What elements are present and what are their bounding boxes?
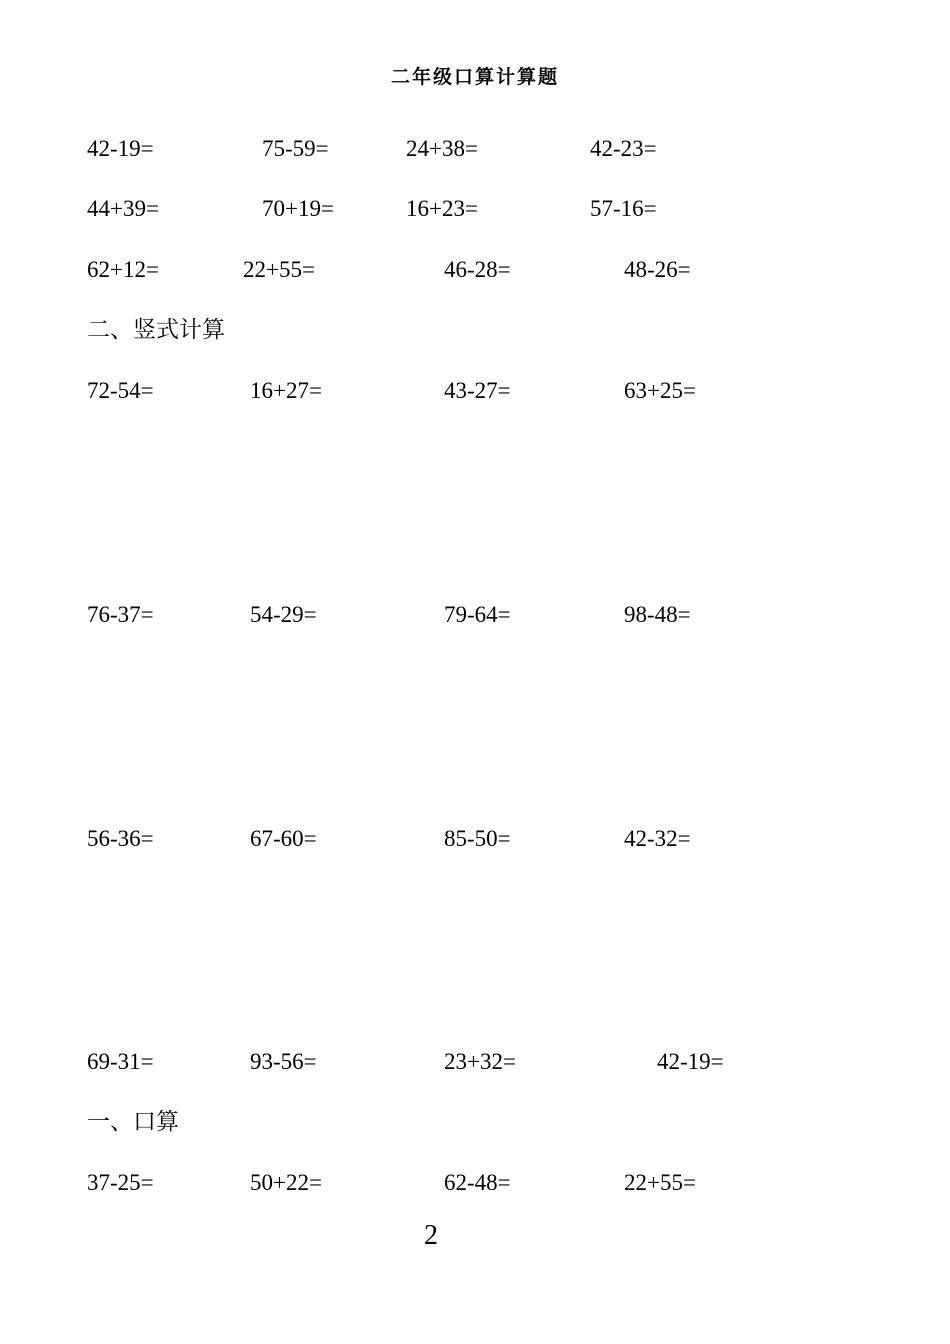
problem-item: 69-31= xyxy=(87,1049,154,1074)
problem-item: 22+55= xyxy=(243,257,315,282)
problem-item: 63+25= xyxy=(624,378,696,403)
problem-item: 42-19= xyxy=(87,136,154,161)
problem-item: 85-50= xyxy=(444,826,511,851)
problem-item: 54-29= xyxy=(250,602,317,627)
problem-item: 42-19= xyxy=(657,1049,724,1074)
problem-item: 75-59= xyxy=(262,136,329,161)
problem-item: 50+22= xyxy=(250,1170,322,1195)
problem-item: 42-23= xyxy=(590,136,657,161)
page-title: 二年级口算计算题 xyxy=(390,66,559,88)
problem-item: 16+23= xyxy=(406,196,478,221)
section-heading-oral: 一、口算 xyxy=(87,1109,179,1135)
problem-item: 67-60= xyxy=(250,826,317,851)
problem-item: 24+38= xyxy=(406,136,478,161)
problem-item: 48-26= xyxy=(624,257,691,282)
problem-item: 76-37= xyxy=(87,602,154,627)
problem-item: 46-28= xyxy=(444,257,511,282)
problem-item: 62+12= xyxy=(87,257,159,282)
problem-item: 70+19= xyxy=(262,196,334,221)
page-number: 2 xyxy=(424,1220,438,1251)
problem-item: 43-27= xyxy=(444,378,511,403)
problem-item: 79-64= xyxy=(444,602,511,627)
problem-item: 42-32= xyxy=(624,826,691,851)
problem-item: 62-48= xyxy=(444,1170,511,1195)
problem-item: 16+27= xyxy=(250,378,322,403)
problem-item: 22+55= xyxy=(624,1170,696,1195)
problem-item: 98-48= xyxy=(624,602,691,627)
problem-item: 57-16= xyxy=(590,196,657,221)
problem-item: 44+39= xyxy=(87,196,159,221)
problem-item: 72-54= xyxy=(87,378,154,403)
section-heading-vertical: 二、竖式计算 xyxy=(87,317,225,343)
problem-item: 93-56= xyxy=(250,1049,317,1074)
problem-item: 23+32= xyxy=(444,1049,516,1074)
problem-item: 37-25= xyxy=(87,1170,154,1195)
problem-item: 56-36= xyxy=(87,826,154,851)
